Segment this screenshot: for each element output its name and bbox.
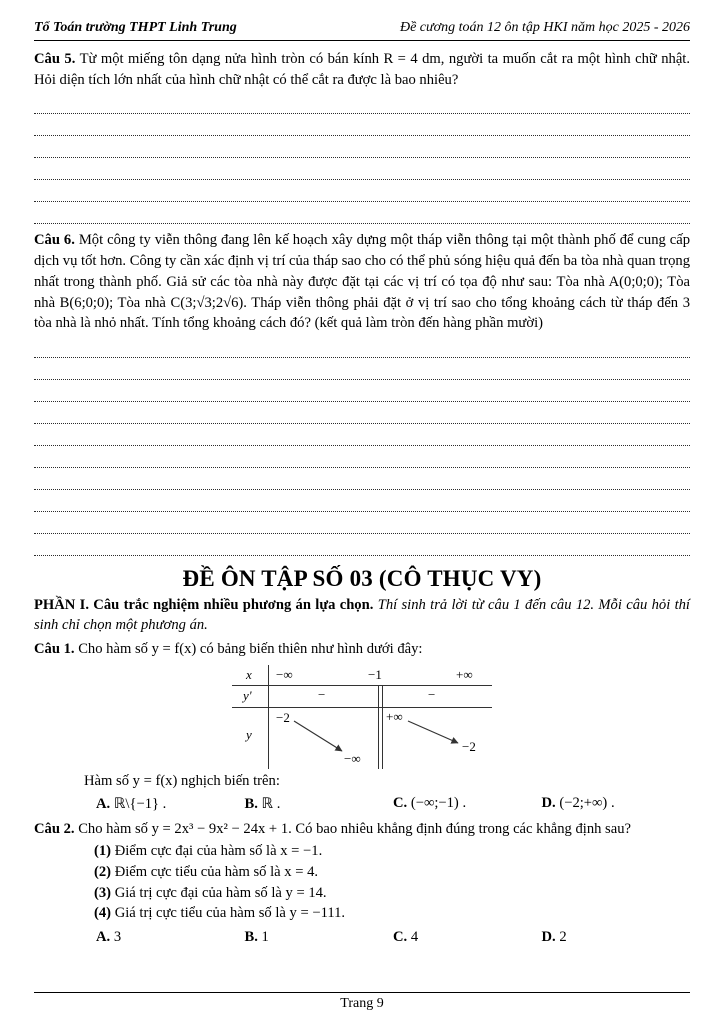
question-5-label: Câu 5.	[34, 51, 76, 67]
question-2-label: Câu 2.	[34, 820, 75, 837]
option-a-text: 3	[113, 929, 122, 946]
question-5-text: Từ một miếng tôn dạng nửa hình tròn có bán kính R = 4 dm, người ta muốn cắt ra một hình chữ nhật. Hỏi diện tích lớn nhất của hình chữ nhật có thể cắt ra được là bao nhiêu?	[34, 51, 691, 88]
option-c-label: C.	[393, 794, 408, 811]
x-tick-pos-infinity: +∞	[456, 666, 473, 682]
y-right-limit-value: −2	[462, 738, 476, 754]
answer-dotted-line	[34, 424, 690, 446]
option-d-label: D.	[541, 794, 556, 811]
question-1-options	[34, 795, 690, 813]
question-6	[34, 230, 690, 556]
statement-1	[94, 841, 690, 862]
header-document-title: Đề cương toán 12 ôn tập HKI năm học 2025 - 2026	[399, 20, 690, 35]
option-d-label: D.	[541, 929, 556, 946]
variation-table	[232, 665, 492, 769]
option-b-label: B.	[244, 929, 258, 946]
question-2	[34, 819, 690, 947]
y-prime-sign-right: −	[428, 686, 436, 702]
question-1-prompt: Hàm số y = f(x) nghịch biến trên:	[84, 772, 280, 789]
answer-dotted-line	[34, 92, 690, 114]
decreasing-arrow-left	[294, 721, 342, 751]
answer-dotted-line	[34, 446, 690, 468]
row-label-y-prime: y'	[243, 687, 252, 703]
y-left-start-value: −2	[276, 709, 290, 725]
answer-dotted-line	[34, 136, 690, 158]
answer-dotted-line	[34, 534, 690, 556]
y-prime-sign-left: −	[318, 686, 326, 702]
question-6-text: Một công ty viễn thông đang lên kế hoạch xây dựng một tháp viễn thông tại một thành phố để cung cấp dịch vụ tốt hơn. Công ty cần xác định vị trí của tháp sao cho có thể phủ sóng hiệu quả đến ba tòa nhà quan trọng nhất trong thành phố. Giả sử các tòa nhà này được đặt tại các vị trí có tọa độ như sau: Tòa nhà A(0;0;0); Tòa nhà B(6;0;0); Tòa nhà C(3;√3;2√6). Tháp viễn thông phải đặt ở vị trí sao cho tổng khoảng cách từ tháp đến 3 tòa nhà là nhỏ nhất. Tính tổng khoảng cách đó? (kết quả làm tròn đến hàng phần mười)	[34, 232, 691, 332]
statement-1-text: Điểm cực đại của hàm số là x = −1.	[114, 843, 323, 860]
question-5-paragraph	[34, 49, 690, 90]
option-b-text: ℝ .	[261, 795, 281, 812]
question-1-option-d	[542, 795, 691, 813]
document-header	[34, 20, 690, 41]
question-1-option-a	[96, 795, 245, 813]
statement-4	[94, 903, 690, 924]
row-label-x: x	[246, 666, 252, 682]
statement-4-label: (4)	[94, 905, 112, 922]
statement-3-text: Giá trị cực đại của hàm số là y = 14.	[114, 884, 327, 901]
statement-2-label: (2)	[94, 864, 112, 881]
variation-table-arrows	[232, 665, 492, 769]
statement-4-text: Giá trị cực tiểu của hàm số là y = −111.	[114, 905, 346, 922]
answer-dotted-line	[34, 358, 690, 380]
answer-dotted-line	[34, 202, 690, 224]
question-1-option-c	[393, 795, 542, 813]
part-1-heading: PHẦN I. Câu trắc nghiệm nhiều phương án lựa chọn.	[34, 597, 374, 614]
x-tick-neg-infinity: −∞	[276, 666, 293, 682]
question-1-option-b	[245, 795, 394, 813]
statement-1-label: (1)	[94, 843, 112, 860]
option-b-label: B.	[244, 795, 258, 812]
answer-dotted-line	[34, 490, 690, 512]
part-1-instructions	[34, 595, 690, 636]
statement-2-text: Điểm cực tiểu của hàm số là x = 4.	[114, 864, 319, 881]
header-school-name: Tổ Toán trường THPT Linh Trung	[34, 20, 237, 35]
option-a-label: A.	[96, 795, 111, 812]
answer-dotted-line	[34, 336, 690, 358]
part-1-note: Thí sinh trả lời từ câu 1 đến câu 12. Mỗi câu hỏi thí sinh chỉ chọn một phương án.	[34, 597, 690, 634]
statement-3	[94, 883, 690, 904]
question-1	[34, 639, 690, 813]
answer-dotted-line	[34, 158, 690, 180]
option-d-text: 2	[559, 929, 567, 946]
question-2-option-a	[96, 929, 245, 946]
question-6-label: Câu 6.	[34, 232, 75, 249]
answer-lines-question-6	[34, 336, 690, 556]
option-c-text: 4	[410, 929, 419, 946]
exam-set-title: ĐỀ ÔN TẬP SỐ 03 (CÔ THỤC VY)	[182, 566, 542, 592]
x-tick-minus-one: −1	[368, 666, 382, 682]
page-number: Trang 9	[340, 996, 384, 1011]
question-2-option-c	[393, 929, 542, 946]
page-footer	[34, 992, 690, 1012]
question-2-paragraph	[34, 819, 690, 840]
option-a-label: A.	[96, 929, 111, 946]
question-2-options	[34, 929, 690, 946]
question-1-paragraph	[34, 639, 690, 660]
question-1-label: Câu 1.	[34, 640, 75, 657]
answer-lines-question-5	[34, 92, 690, 224]
question-5	[34, 49, 690, 224]
variation-table-figure	[34, 665, 690, 769]
statement-2	[94, 862, 690, 883]
answer-dotted-line	[34, 114, 690, 136]
decreasing-arrow-right	[408, 721, 458, 743]
option-c-label: C.	[393, 929, 408, 946]
y-left-limit-value: −∞	[344, 750, 361, 766]
question-1-text: Cho hàm số y = f(x) có bảng biến thiên như hình dưới đây:	[78, 640, 423, 657]
option-c-text: (−∞;−1) .	[410, 794, 467, 811]
answer-dotted-line	[34, 380, 690, 402]
answer-dotted-line	[34, 402, 690, 424]
question-2-statements	[34, 841, 690, 924]
y-right-start-value: +∞	[386, 708, 403, 724]
answer-dotted-line	[34, 180, 690, 202]
option-b-text: 1	[261, 929, 269, 946]
option-d-text: (−2;+∞) .	[559, 794, 615, 811]
question-6-paragraph	[34, 230, 690, 334]
question-2-text: Cho hàm số y = 2x³ − 9x² − 24x + 1. Có bao nhiêu khẳng định đúng trong các khẳng định sau?	[78, 820, 631, 837]
question-2-option-b	[245, 929, 394, 946]
row-label-y: y	[246, 726, 252, 742]
option-a-text: ℝ\{−1} .	[113, 795, 167, 812]
statement-3-label: (3)	[94, 884, 112, 901]
question-2-option-d	[542, 929, 691, 946]
answer-dotted-line	[34, 512, 690, 534]
answer-dotted-line	[34, 468, 690, 490]
